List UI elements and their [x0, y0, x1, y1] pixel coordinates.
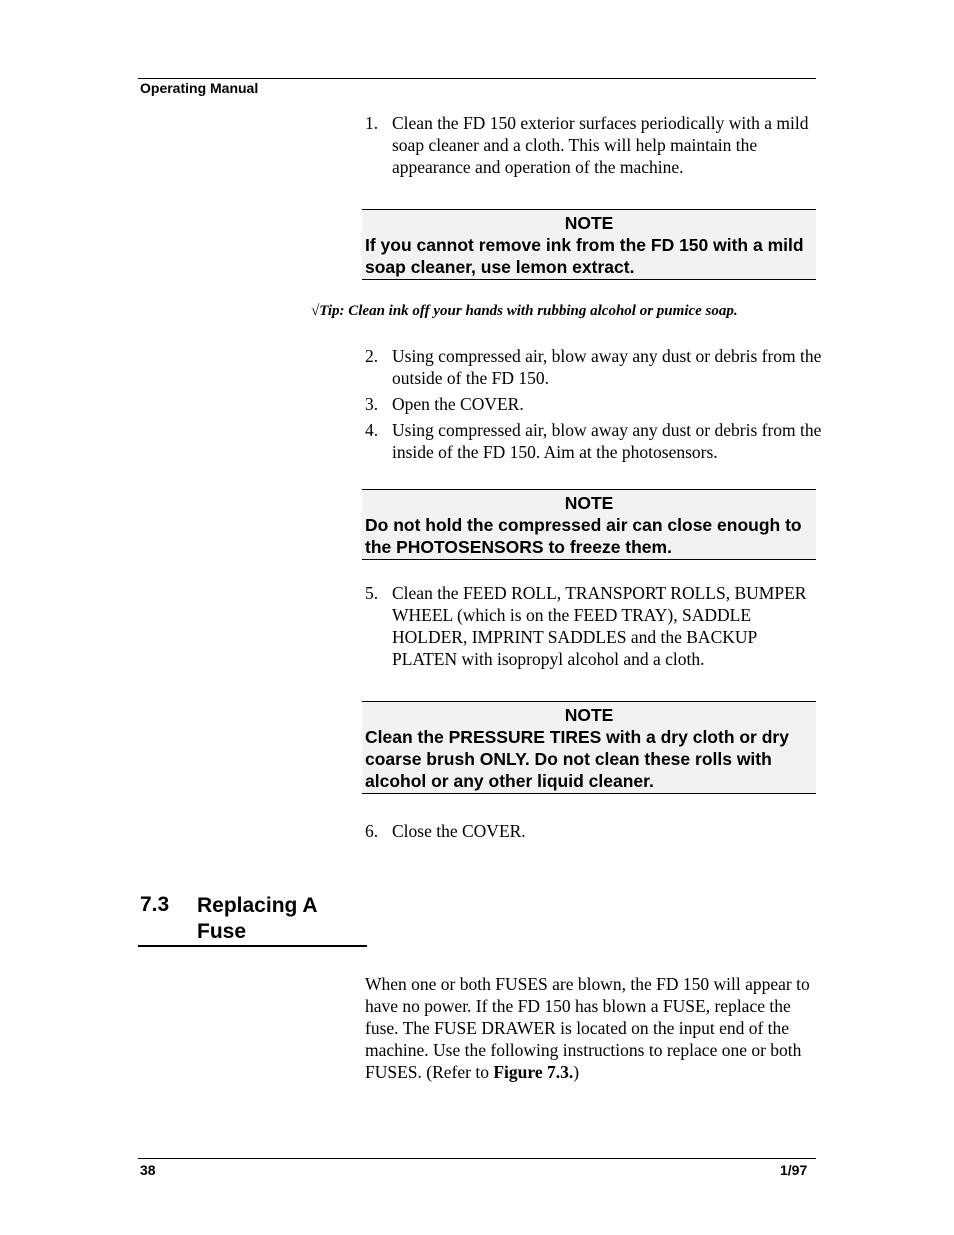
list-item [365, 820, 825, 842]
section-title: Replacing A Fuse [197, 894, 317, 943]
step-text: Open the COVER. [392, 394, 524, 414]
note-title: NOTE [564, 493, 614, 513]
header-rule [138, 78, 816, 79]
note-body: If you cannot remove ink from the FD 150 with a mild soap cleaner, use lemon extract. [365, 235, 804, 277]
figure-reference: Figure 7.3. [493, 1062, 574, 1082]
step-text: Using compressed air, blow away any dust or debris from the inside of the FD 150. Aim at the photosensors. [392, 420, 822, 462]
step-number: 5. [365, 583, 379, 603]
note-body: Clean the PRESSURE TIRES with a dry cloth or dry coarse brush ONLY. Do not clean these rolls with alcohol or any other liquid cleaner. [365, 727, 789, 791]
step-number: 2. [365, 346, 379, 366]
revision-date: 1/97 [780, 1162, 808, 1178]
footer-rule [138, 1158, 816, 1159]
note-box [362, 701, 816, 794]
note-title: NOTE [564, 705, 614, 725]
list-item [365, 345, 825, 389]
tip-text: √Tip: Clean ink off your hands with rubbing alcohol or pumice soap. [311, 303, 738, 319]
step-number: 3. [365, 394, 379, 414]
step-text: Close the COVER. [392, 821, 526, 841]
paragraph-text: When one or both FUSES are blown, the FD 150 will appear to have no power. If the FD 150 has blown a FUSE, replace the fuse. The FUSE DRAWER is located on the input end of the machine. Use the following instructions to replace one or both FUSES. (Refer to [365, 974, 810, 1082]
page-number: 38 [140, 1162, 156, 1178]
paragraph-closing: ) [573, 1062, 580, 1082]
step-text: Clean the FEED ROLL, TRANSPORT ROLLS, BUMPER WHEEL (which is on the FEED TRAY), SADDLE HOLDER, IMPRINT SADDLES and the BACKUP PLATEN with isopropyl alcohol and a cloth. [392, 583, 807, 669]
note-box [362, 489, 816, 560]
section-number: 7.3 [140, 893, 170, 916]
step-number: 4. [365, 420, 379, 440]
step-number: 1. [365, 113, 379, 133]
list-item [365, 112, 825, 178]
list-item [365, 582, 825, 670]
note-body: Do not hold the compressed air can close enough to the PHOTOSENSORS to freeze them. [365, 515, 802, 557]
note-title: NOTE [564, 213, 614, 233]
section-rule [138, 945, 367, 947]
header-label: Operating Manual [140, 80, 259, 96]
step-number: 6. [365, 821, 379, 841]
step-text: Clean the FD 150 exterior surfaces periodically with a mild soap cleaner and a cloth. This will help maintain the appearance and operation of the machine. [392, 113, 809, 177]
note-box [362, 209, 816, 280]
list-item [365, 419, 825, 463]
body-paragraph [365, 973, 815, 1083]
list-item [365, 393, 825, 415]
step-text: Using compressed air, blow away any dust or debris from the outside of the FD 150. [392, 346, 822, 388]
